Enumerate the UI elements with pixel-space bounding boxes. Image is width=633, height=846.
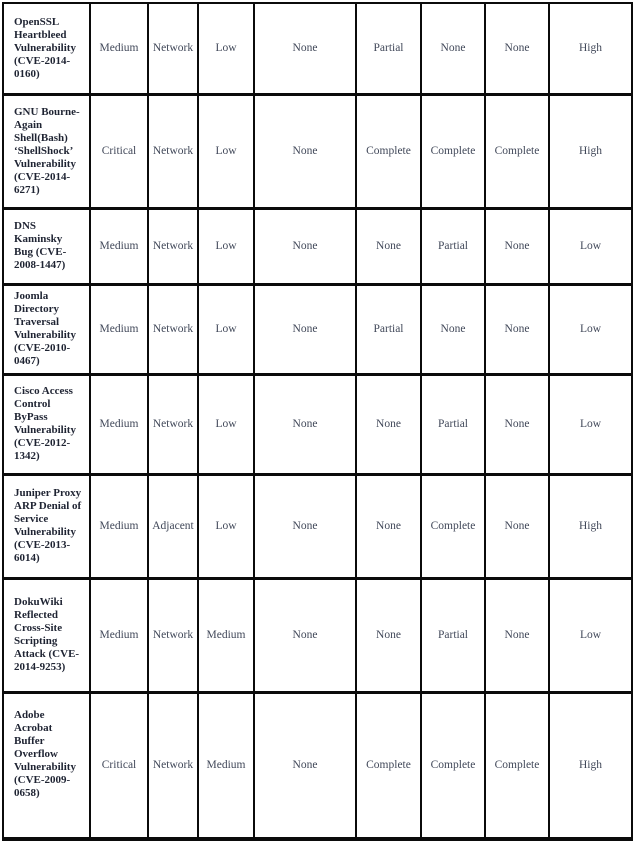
table-row xyxy=(3,284,632,374)
value-cell-2: Network xyxy=(148,94,198,208)
table-row xyxy=(3,474,632,578)
table-row xyxy=(3,208,632,284)
table-row xyxy=(3,374,632,474)
value-cell-3: Medium xyxy=(198,692,254,839)
value-cell-3: Low xyxy=(198,374,254,474)
vulnerability-name-cell: Juniper Proxy ARP Denial of Service Vulnerability (CVE-2013-6014) xyxy=(3,474,90,578)
vulnerability-name-cell: Adobe Acrobat Buffer Overflow Vulnerability (CVE-2009-0658) xyxy=(3,692,90,839)
value-cell-8: High xyxy=(549,3,632,94)
value-cell-8: Low xyxy=(549,374,632,474)
value-cell-5: Complete xyxy=(356,94,421,208)
value-cell-4: None xyxy=(254,578,356,692)
value-cell-8: Low xyxy=(549,208,632,284)
value-cell-4: None xyxy=(254,374,356,474)
value-cell-1: Medium xyxy=(90,374,148,474)
value-cell-3: Low xyxy=(198,474,254,578)
value-cell-1: Medium xyxy=(90,3,148,94)
table-row xyxy=(3,578,632,692)
value-cell-4: None xyxy=(254,94,356,208)
value-cell-4: None xyxy=(254,692,356,839)
vulnerability-name-cell: GNU Bourne-Again Shell(Bash) ‘ShellShock’ Vulnerability (CVE-2014-6271) xyxy=(3,94,90,208)
value-cell-7: None xyxy=(485,474,549,578)
value-cell-8: High xyxy=(549,474,632,578)
value-cell-6: None xyxy=(421,3,485,94)
value-cell-6: Partial xyxy=(421,578,485,692)
value-cell-2: Network xyxy=(148,374,198,474)
value-cell-1: Medium xyxy=(90,474,148,578)
value-cell-5: Partial xyxy=(356,284,421,374)
value-cell-4: None xyxy=(254,3,356,94)
value-cell-7: Complete xyxy=(485,94,549,208)
value-cell-7: None xyxy=(485,374,549,474)
value-cell-5: Complete xyxy=(356,692,421,839)
value-cell-5: None xyxy=(356,374,421,474)
value-cell-7: None xyxy=(485,3,549,94)
value-cell-3: Medium xyxy=(198,578,254,692)
value-cell-1: Medium xyxy=(90,208,148,284)
vulnerability-name-cell: Cisco Access Control ByPass Vulnerability (CVE-2012-1342) xyxy=(3,374,90,474)
value-cell-5: None xyxy=(356,208,421,284)
value-cell-6: Complete xyxy=(421,94,485,208)
value-cell-2: Network xyxy=(148,284,198,374)
value-cell-1: Critical xyxy=(90,692,148,839)
value-cell-4: None xyxy=(254,208,356,284)
value-cell-4: None xyxy=(254,284,356,374)
value-cell-3: Low xyxy=(198,3,254,94)
value-cell-8: High xyxy=(549,94,632,208)
value-cell-7: None xyxy=(485,578,549,692)
value-cell-6: Complete xyxy=(421,474,485,578)
value-cell-2: Network xyxy=(148,208,198,284)
value-cell-8: High xyxy=(549,692,632,839)
value-cell-8: Low xyxy=(549,284,632,374)
value-cell-6: None xyxy=(421,284,485,374)
table-row xyxy=(3,3,632,94)
vulnerability-name-cell: DokuWiki Reflected Cross-Site Scripting Attack (CVE-2014-9253) xyxy=(3,578,90,692)
value-cell-6: Partial xyxy=(421,374,485,474)
value-cell-5: Partial xyxy=(356,3,421,94)
value-cell-7: Complete xyxy=(485,692,549,839)
vulnerability-name-cell: OpenSSL Heartbleed Vulnerability (CVE-2014-0160) xyxy=(3,3,90,94)
table-row xyxy=(3,692,632,839)
value-cell-1: Medium xyxy=(90,578,148,692)
value-cell-4: None xyxy=(254,474,356,578)
value-cell-1: Critical xyxy=(90,94,148,208)
value-cell-5: None xyxy=(356,474,421,578)
value-cell-3: Low xyxy=(198,208,254,284)
value-cell-2: Network xyxy=(148,3,198,94)
value-cell-2: Adjacent xyxy=(148,474,198,578)
value-cell-7: None xyxy=(485,208,549,284)
value-cell-2: Network xyxy=(148,692,198,839)
value-cell-2: Network xyxy=(148,578,198,692)
value-cell-8: Low xyxy=(549,578,632,692)
value-cell-5: None xyxy=(356,578,421,692)
table-row xyxy=(3,94,632,208)
value-cell-3: Low xyxy=(198,94,254,208)
table-body xyxy=(3,3,632,839)
value-cell-1: Medium xyxy=(90,284,148,374)
value-cell-6: Complete xyxy=(421,692,485,839)
vulnerability-name-cell: Joomla Directory Traversal Vulnerability (CVE-2010-0467) xyxy=(3,284,90,374)
value-cell-7: None xyxy=(485,284,549,374)
vulnerability-table xyxy=(2,2,633,841)
vulnerability-name-cell: DNS Kaminsky Bug (CVE-2008-1447) xyxy=(3,208,90,284)
value-cell-3: Low xyxy=(198,284,254,374)
value-cell-6: Partial xyxy=(421,208,485,284)
